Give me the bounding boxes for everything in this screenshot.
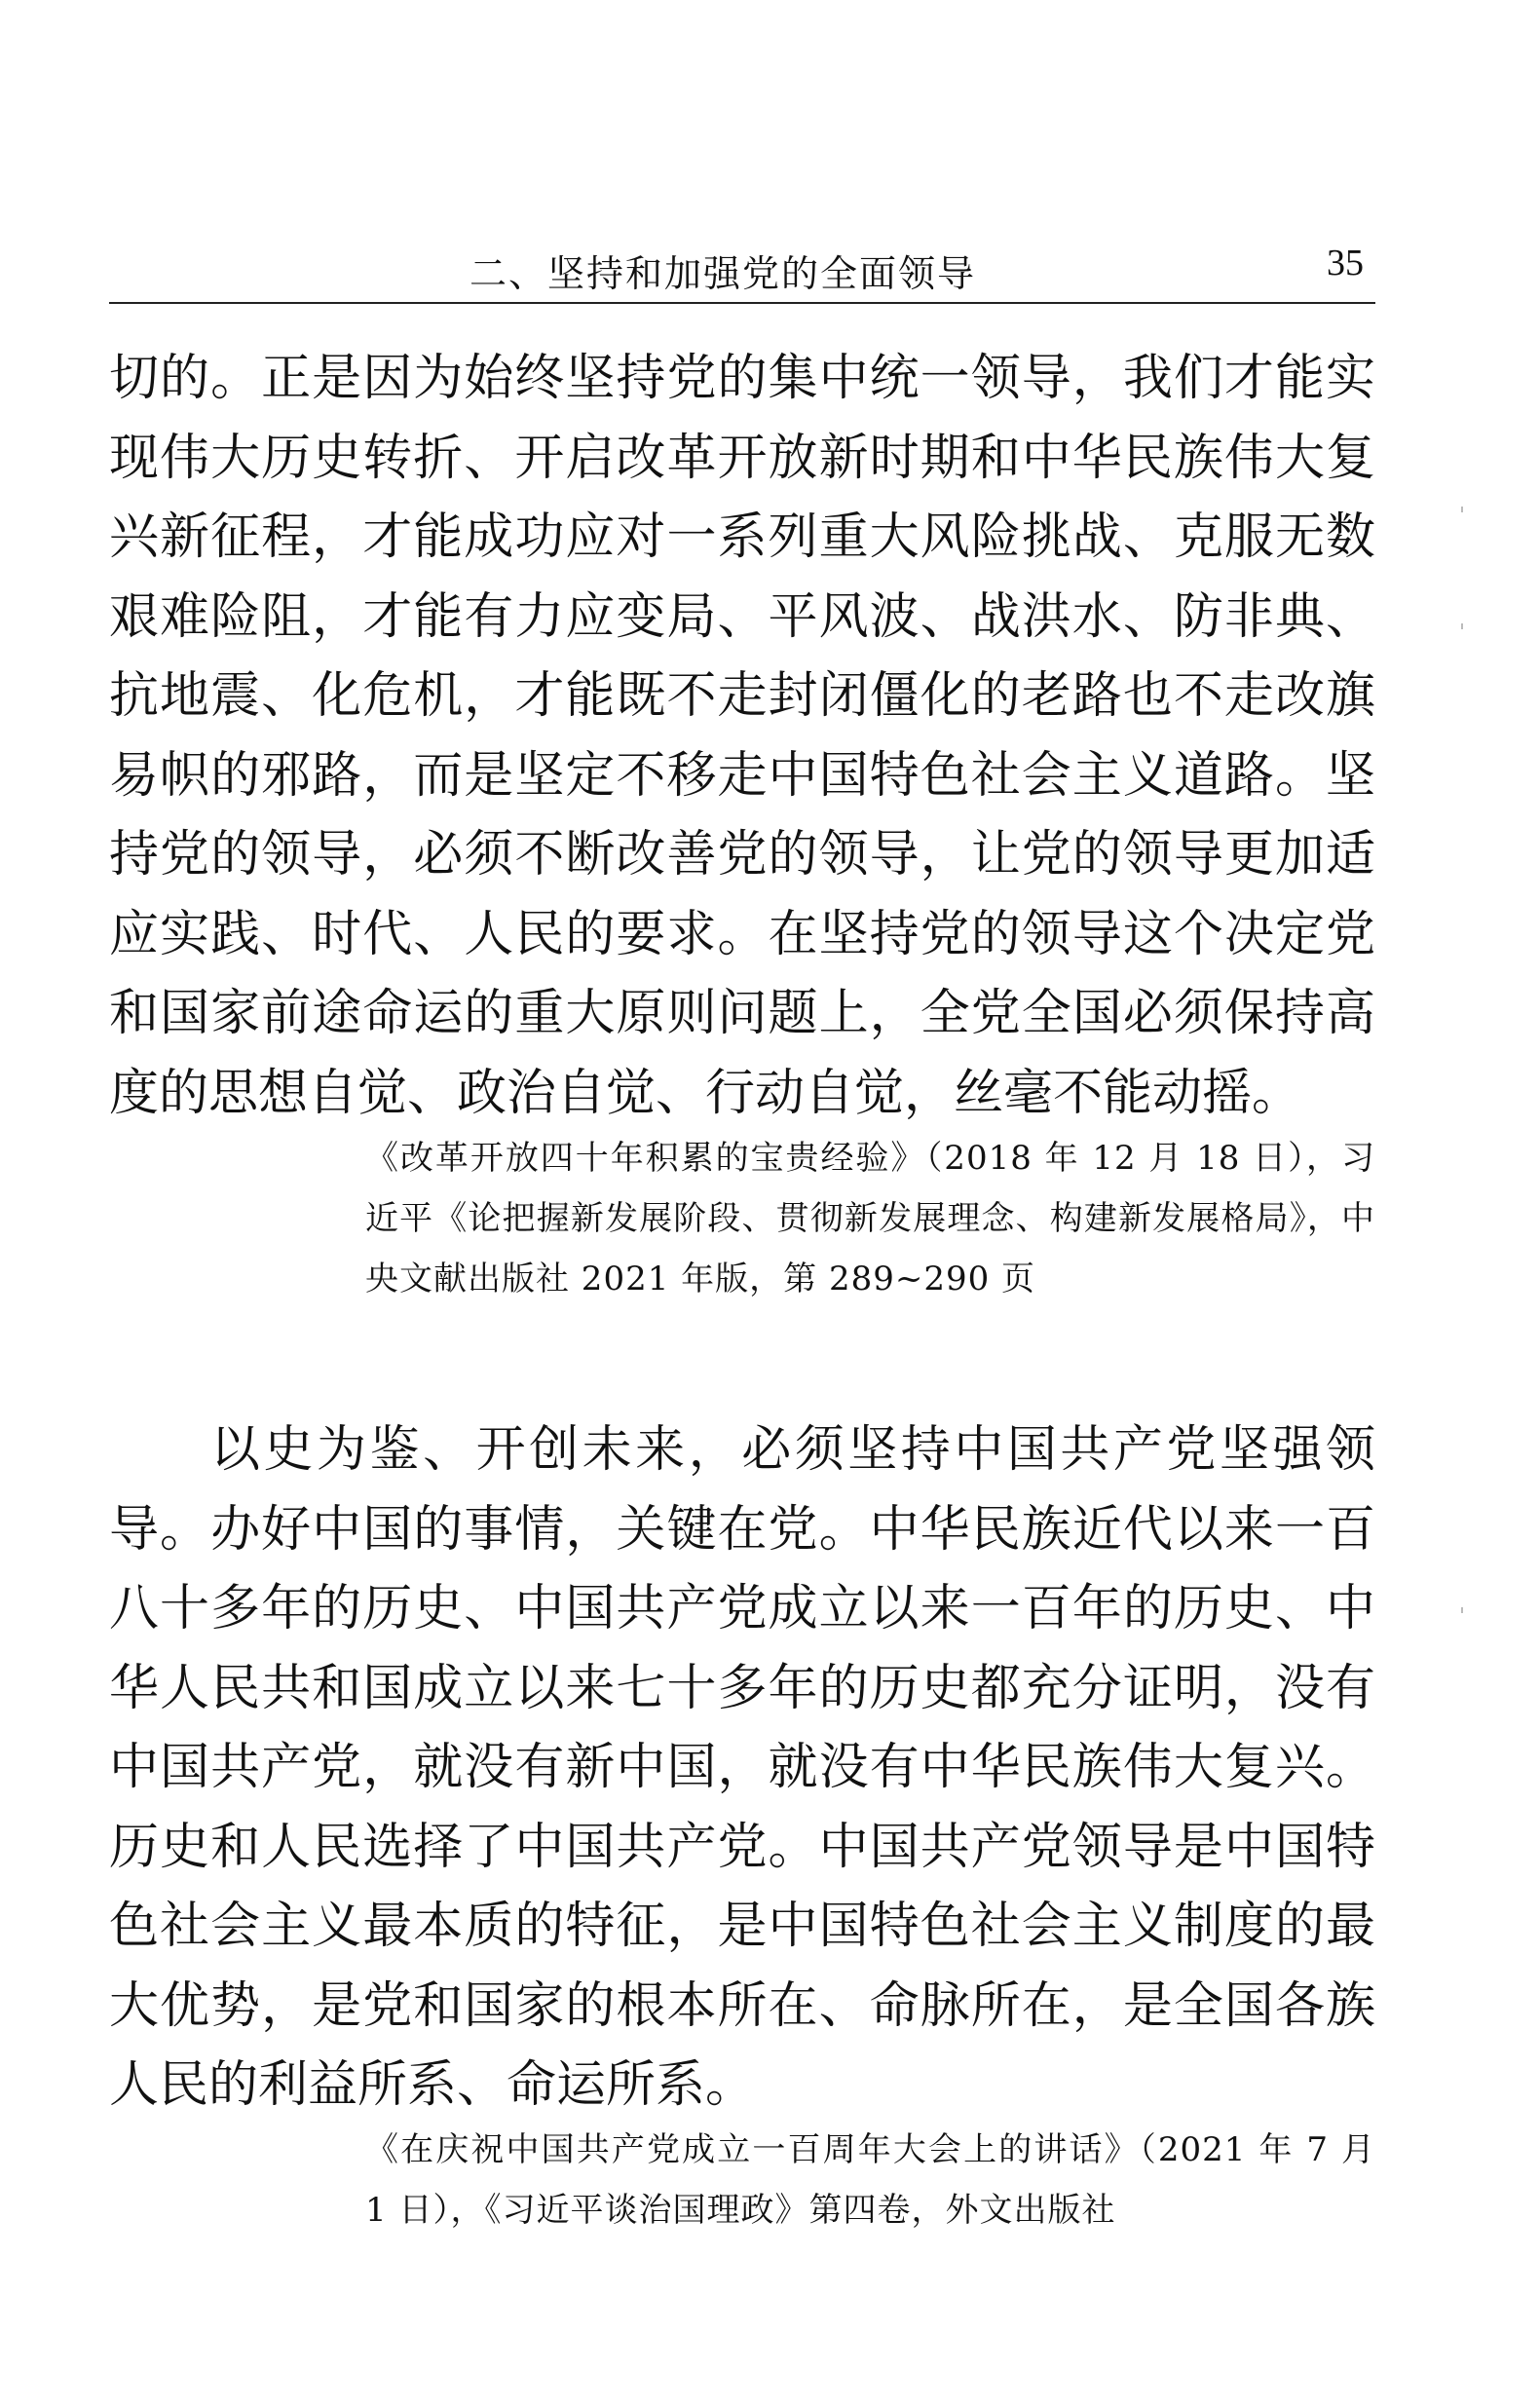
running-header — [109, 234, 1375, 304]
citation-source: 《改革开放四十年积累的宝贵经验》（2018 年 12 月 18 日），习近平《论把握新发展阶段、贯彻新发展理念、构建新发展格局》，中央文献出版社 2021 年版，第 289~290 页 — [365, 1139, 1375, 1298]
body-paragraph: 以史为鉴、开创未来，必须坚持中国共产党坚强领导。办好中国的事情，关键在党。中华民族近代以来一百八十多年的历史、中国共产党成立以来一百年的历史、中华人民共和国成立以来七十多年的历史都充分证明，没有中国共产党，就没有新中国，就没有中华民族伟大复兴。历史和人民选择了中国共产党。中国共产党领导是中国特色社会主义最本质的特征，是中国特色社会主义制度的最大优势，是党和国家的根本所在、命脉所在，是全国各族人民的利益所系、命运所系。 — [109, 1421, 1375, 2114]
chapter-title: 二、坚持和加强党的全面领导 — [470, 252, 977, 295]
scan-speck — [1461, 1607, 1463, 1613]
body-paragraph: 切的。正是因为始终坚持党的集中统一领导，我们才能实现伟大历史转折、开启改革开放新时期和中华民族伟大复兴新征程，才能成功应对一系列重大风险挑战、克服无数艰难险阻，才能有力应变局、平风波、战洪水、防非典、抗地震、化危机，才能既不走封闭僵化的老路也不走改旗易帜的邪路，而是坚定不移走中国特色社会主义道路。坚持党的领导，必须不断改善党的领导，让党的领导更加适应实践、时代、人民的要求。在坚持党的领导这个决定党和国家前途命运的重大原则问题上，全党全国必须保持高度的思想自觉、政治自觉、行动自觉，丝毫不能动摇。 — [109, 350, 1375, 1122]
page-number: 35 — [1327, 243, 1364, 283]
scan-speck — [1461, 507, 1463, 512]
citation-source: 《在庆祝中国共产党成立一百周年大会上的讲话》（2021 年 7 月 1 日），《习近平谈治国理政》第四卷，外文出版社 — [365, 2130, 1375, 2230]
scan-speck — [1461, 623, 1463, 629]
